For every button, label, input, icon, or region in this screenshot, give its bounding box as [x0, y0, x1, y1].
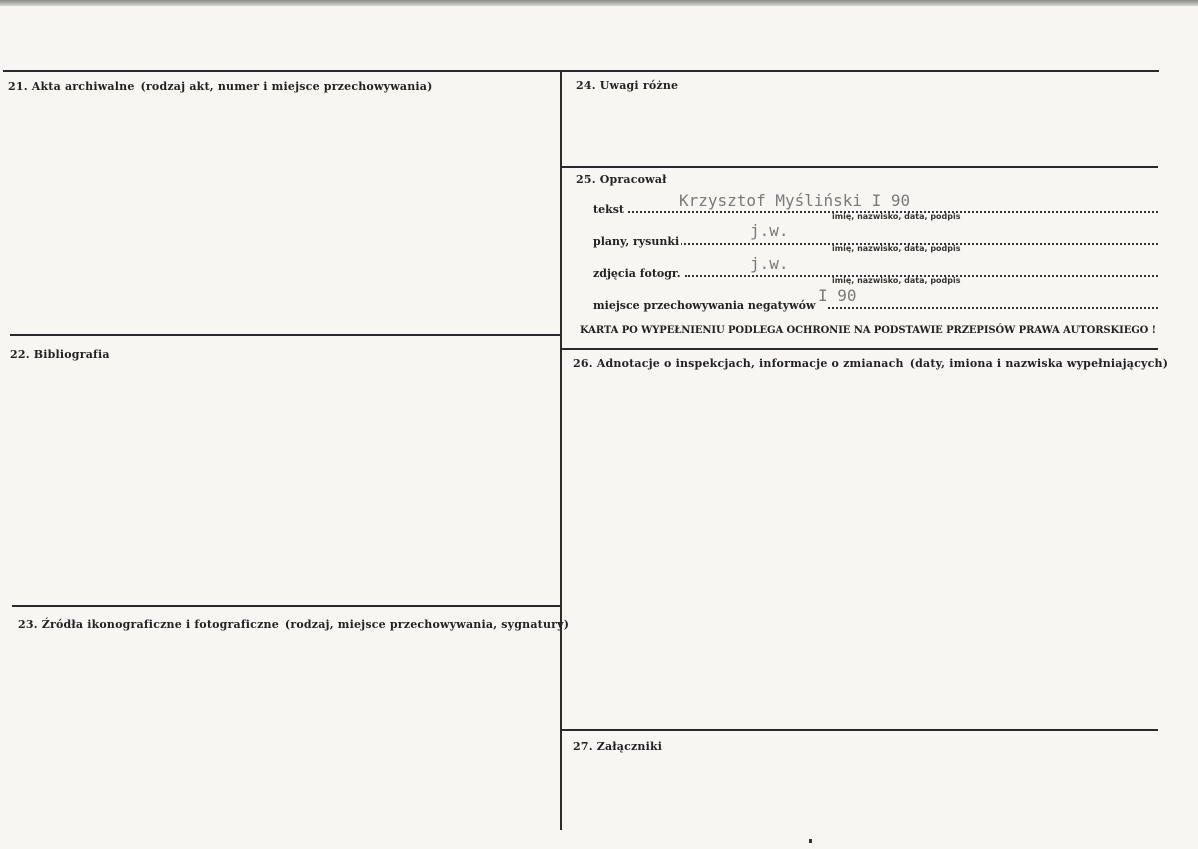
- top-rule: [3, 70, 1159, 72]
- section-22-label: [10, 348, 110, 361]
- section-22-title: Bibliografia: [33, 348, 110, 361]
- zdjecia-label: zdjęcia fotogr.: [593, 267, 681, 280]
- rule-22-23: [12, 605, 560, 607]
- section-22-field[interactable]: [10, 364, 558, 602]
- section-21-title: Akta archiwalne: [31, 80, 135, 93]
- rule-24-25: [562, 166, 1158, 168]
- section-24-label: [576, 79, 678, 92]
- section-26-field[interactable]: [565, 374, 1157, 726]
- zdjecia-value: j.w.: [750, 254, 789, 273]
- section-27-field[interactable]: [565, 756, 1157, 832]
- section-26-title: Adnotacje o inspekcjach, informacje o zmianach: [596, 357, 904, 370]
- section-27-label: [573, 740, 662, 753]
- section-24-field[interactable]: [565, 95, 1157, 163]
- negatywy-dotted-line: [828, 307, 1158, 309]
- section-24-number: 24.: [576, 79, 596, 92]
- section-25-title: Opracował: [599, 173, 667, 186]
- rule-25-26: [562, 348, 1158, 350]
- scan-top-edge: [0, 0, 1198, 6]
- section-21-note: (rodzaj akt, numer i miejsce przechowywania): [140, 80, 433, 93]
- section-23-title: Źródła ikonograficzne i fotograficzne: [41, 618, 279, 631]
- section-22-number: 22.: [10, 348, 30, 361]
- plany-value: j.w.: [750, 221, 789, 240]
- tekst-value: Krzysztof Myśliński I 90: [679, 191, 911, 210]
- plany-label: plany, rysunki: [593, 235, 680, 248]
- section-21-number: 21.: [8, 80, 28, 93]
- plany-caption: imię, nazwisko, data, podpis: [832, 244, 961, 253]
- rule-26-27: [562, 729, 1158, 731]
- section-25-number: 25.: [576, 173, 596, 186]
- section-23-label: [18, 618, 569, 631]
- section-26-label: [573, 357, 1168, 370]
- scan-speck: [809, 839, 812, 843]
- rule-21-22: [10, 334, 560, 336]
- negatywy-row[interactable]: [593, 296, 1158, 312]
- section-23-note: (rodzaj, miejsce przechowywania, sygnatury): [284, 618, 570, 631]
- section-21-label: [8, 80, 433, 93]
- section-23-number: 23.: [18, 618, 38, 631]
- copyright-notice: KARTA PO WYPEŁNIENIU PODLEGA OCHRONIE NA PODSTAWIE PRZEPISÓW PRAWA AUTORSKIEGO !: [580, 325, 1156, 336]
- negatywy-value: I 90: [818, 286, 857, 305]
- section-26-note: (daty, imiona i nazwiska wypełniających): [909, 357, 1169, 370]
- negatywy-label: miejsce przechowywania negatywów: [593, 299, 816, 312]
- zdjecia-caption: imię, nazwisko, data, podpis: [832, 276, 961, 285]
- tekst-label: tekst: [593, 203, 624, 216]
- section-27-title: Załączniki: [596, 740, 663, 753]
- section-23-field[interactable]: [12, 634, 558, 826]
- center-divider: [560, 70, 562, 830]
- tekst-caption: imię, nazwisko, data, podpis: [832, 212, 961, 221]
- section-24-title: Uwagi różne: [599, 79, 679, 92]
- section-27-number: 27.: [573, 740, 593, 753]
- section-21-field[interactable]: [4, 96, 558, 332]
- section-25-label: [576, 173, 667, 186]
- section-26-number: 26.: [573, 357, 593, 370]
